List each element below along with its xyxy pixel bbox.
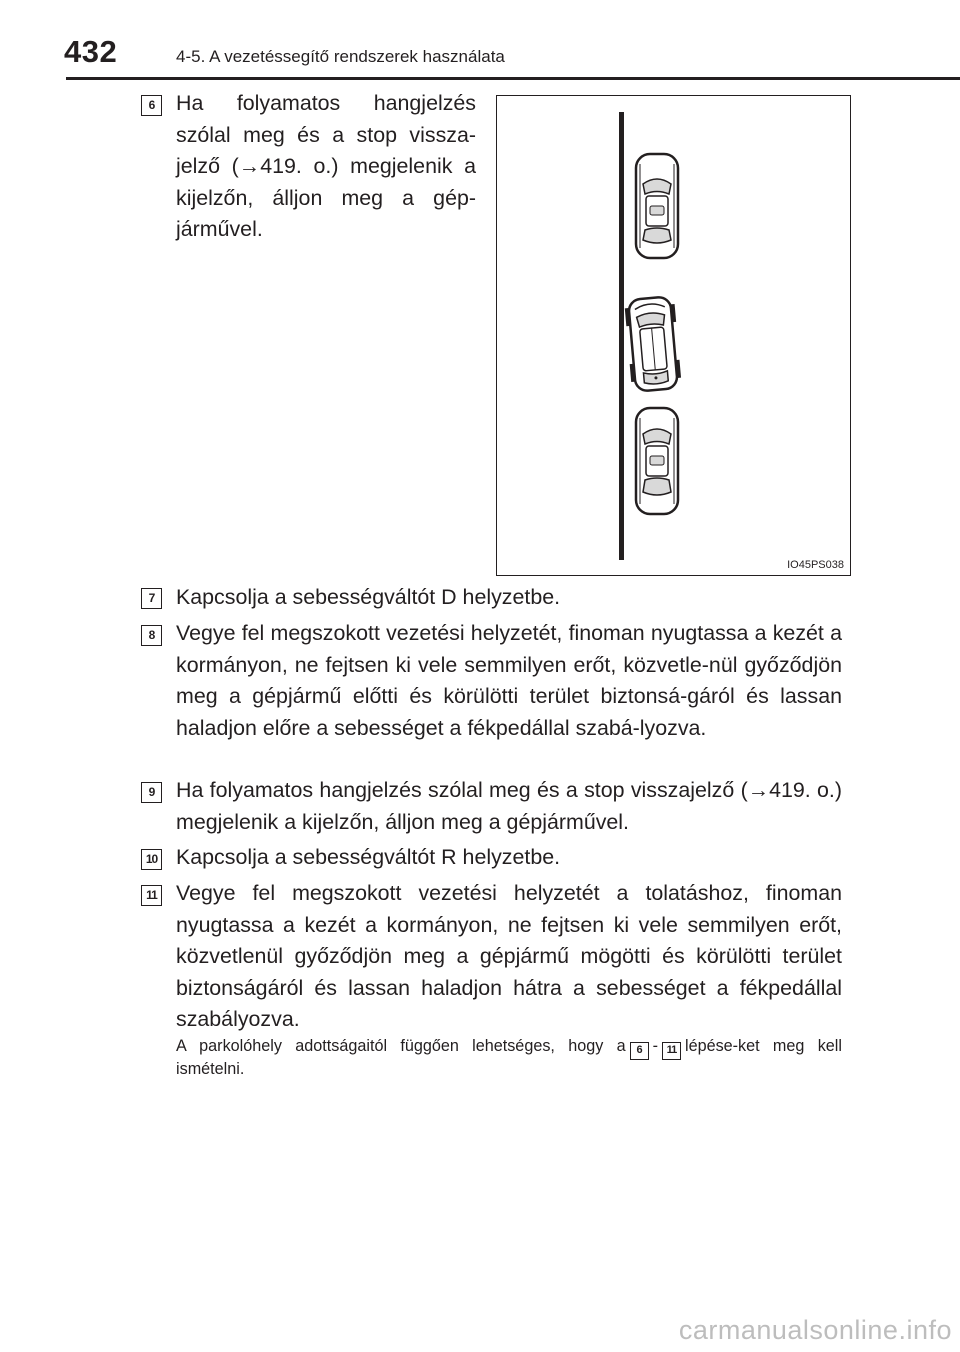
note-badge-6: 6 <box>630 1042 649 1060</box>
step-text-8: Vegye fel megszokott vezetési helyzetét, finoman nyugtassa a kezét a kormányon, ne fejtsen ki vele semmilyen erőt, közvetle-nül győződjön meg a gépjármű előtti és körülötti terület biztonsá-gáról és lassan haladjon előre a sebességet a fékpedállal szabá-lyozva. <box>176 621 842 740</box>
step-badge-11: 11 <box>141 885 162 906</box>
maneuvering-car <box>624 296 682 392</box>
curb-line <box>619 112 624 560</box>
step-text-10: Kapcsolja a sebességváltót R helyzetbe. <box>176 845 561 869</box>
watermark: carmanualsonline.info <box>678 1315 952 1345</box>
step-text-11: Vegye fel megszokott vezetési helyzetét a tolatáshoz, finoman nyugtassa a kezét a kormányon, ne fejtsen ki vele semmilyen erőt, közvetlenül győződjön meg a gépjármű mögötti és körülötti terület biztonságáról és lassan haladjon hátra a sebességet a fékpedállal szabályozva. <box>176 881 842 1031</box>
note-text-before: A parkolóhely adottságaitól függően lehetséges, hogy a <box>176 1037 626 1055</box>
note-text-after: lépése-ket meg kell ismételni. <box>176 1037 842 1078</box>
parking-diagram <box>497 96 852 577</box>
parked-car-rear <box>636 408 678 514</box>
step-text-6: Ha folyamatos hangjelzés szólal meg és a stop vissza-jelző (→419. o.) megjelenik a kijelzőn, álljon meg a gép-járművel. <box>176 91 476 241</box>
step-text-7: Kapcsolja a sebességváltót D helyzetbe. <box>176 585 561 609</box>
step-badge-8: 8 <box>141 625 162 646</box>
page-header <box>0 0 960 80</box>
parking-illustration <box>496 95 851 576</box>
step-badge-10: 10 <box>141 849 162 870</box>
figure-code: IO45PS038 <box>787 559 844 571</box>
step-badge-7: 7 <box>141 588 162 609</box>
step-badge-6: 6 <box>141 95 162 116</box>
header-divider <box>66 77 960 80</box>
note-badge-11: 11 <box>662 1042 681 1060</box>
step-text-9: Ha folyamatos hangjelzés szólal meg és a stop visszajelző (→419. o.) megjelenik a kijelzőn, álljon meg a gépjárművel. <box>176 778 842 834</box>
step-badge-9: 9 <box>141 782 162 803</box>
page-number: 432 <box>64 34 118 69</box>
repeat-steps-note <box>176 1037 842 1079</box>
chapter-title: 4-5. A vezetéssegítő rendszerek használata <box>176 47 505 66</box>
note-separator: - <box>652 1037 658 1055</box>
parked-car-front <box>636 154 678 258</box>
